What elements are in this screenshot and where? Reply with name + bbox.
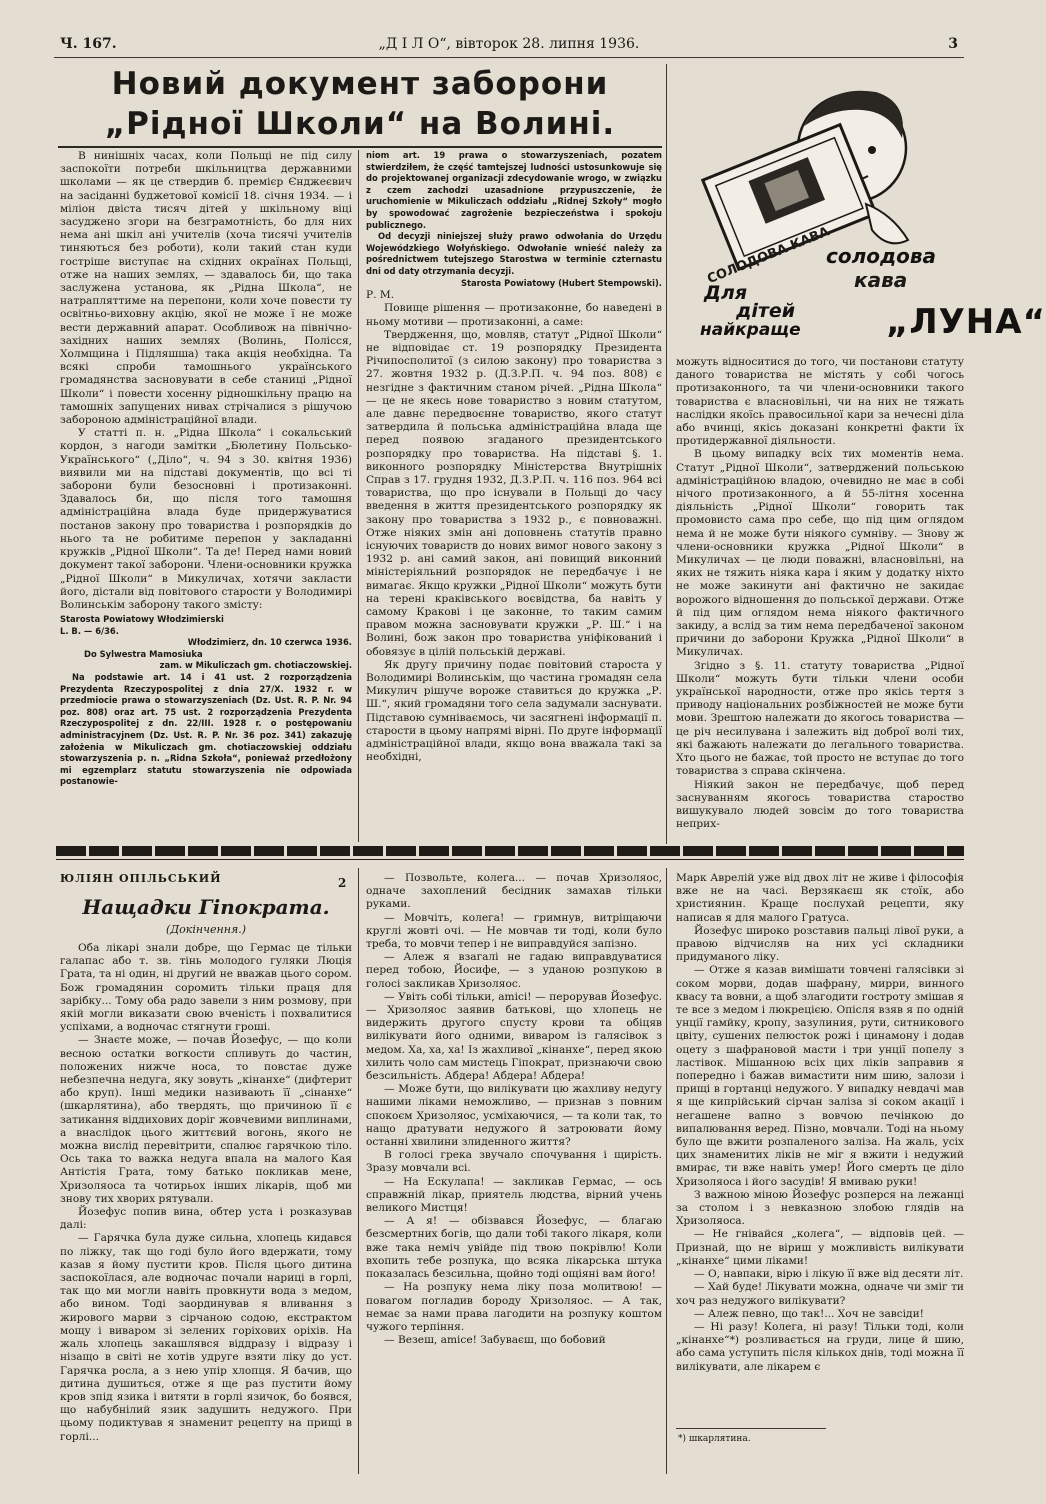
column-rule [666,64,667,844]
footnote-rule [676,1428,826,1429]
masthead-title-date: „Д І Л О“, вівторок 28. липня 1936. [378,36,640,52]
story-title: Нащадки Гіпократа. [82,895,330,919]
masthead [54,36,964,58]
story-paragraph: З важною міною Йозефус розперся на лежанці за столом і з невказною злобою глядів на Хризоляоса. [676,1188,964,1228]
article-paragraph: Згідно з §. 11. статуту товариства „Рідної Школи“ можуть бути тільки члени особи української народности, отже про якісь тертя з приводу національних розбіжностей не може бути мови. Зрештою належати до якогось товариства — це річ несилувана і залежить від доброї волі тих, які бажають належати до легального товариства. Хто цього не бажає, той просто не вступає до того товариства з справа скінчена. [676,659,964,778]
story-paragraph: — Увіть собі тільки, amici! — перорував Йозефус. — Хризоляос заявив батькові, що хлопець не видержить другого спусту крови та обіцяв вилікувати його одними, виваром із галясівок з медом. Ха, ха, ха! Із жахливої „кінанхе“, перед якою хилить чоло сам мистець Гіпократ, признаючи свою безсильність. Абдера! Абдера! Абдера! [366,990,662,1083]
issue-number: Ч. 167. [60,36,117,52]
article-paragraph: Як другу причину подає повітовий староста у Володимирі Волинськім, що частина громадян села Микулич рішуче вороже ставиться до кружка „Р. Ш.“, який громадяни того села задумали заснувати. Підставою сумніваємось, чи засягнені інформації п. старости в цьому напрямі вірні. По друге інформації адміністраційної влади, якщо вона вважала такі за необхідні, [366,658,662,764]
story-column-1 [60,872,352,1472]
ban-letter-address: zam. w Mikuliczach gm. chotiaczowskiej. [159,660,352,671]
story-paragraph: — Везеш, amice! Забуваєш, що бобовий [384,1334,606,1347]
luna-coffee-advertisement [676,64,1046,342]
ad-brand-name: „ЛУНА“ [886,302,1046,342]
headline-line-2: „Рідної Школи“ на Волині. [104,106,616,142]
column-rule [358,150,359,842]
ban-letter-addressee: Do Sylwestra Mamosiuka [84,648,203,659]
ban-letter-body-cont: niom art. 19 prawa o stowarzyszeniach, pozatem stwierdziłem, że część tamtejszej ludności ustosunkowuje się do projektowanej organizacji zdecydowanie wrogo, w związku z czem zachodzi uzasadnione przypuszczenie, że uruchomienie w Mikuliczach oddziału „Ridnej Szkoły“ mogło by spowodować zagrożenie bezpieczeństwa i spokoju publicznego. [366,150,662,230]
footnote: *) шкарлятина. [678,1434,751,1444]
story-paragraph: — Хай буде! Лікувати можна, одначе чи зміг ти хоч раз недужого вилікувати? [676,1281,964,1307]
ad-text-coffee: кава [854,268,908,292]
page-number: 3 [948,36,958,52]
story-paragraph: — Отже я казав вимішати товчені галясівки зі соком морви, додав шафрану, мирри, винного квасу та вовни, а щоб злагодити гостроту змішав я те все з медом і люкрецією. Опісля взяв я по одній унції гамйку, кропу, зазулиния, рути, ситникового цвіту, сушених пелюсток рожі і цинамону і додав оцету з шафрановой масти і три унції попелу з ластівок. Мішанною всіх цих ліків заправив я попередно і бажав вимастити ним шию, залози і прищі в гортанці недужого. У випадку невдачі мав я ще кипрійський сірчан заліза зі соком акації і негашене вапно з вовчою печінкою до випалювання веред. Пізно, мовчали. Тоді на ньому було ще вжити розпаленого заліза. На жаль, усіх цих знаменитих ліків не міг я вжити і недужий вмирає, ти вже навіть умер! Його смерть це діло Хризоляоса і його засудів! Я вмиваю руки! [676,964,964,1188]
story-paragraph: — Може бути, що вилікувати цю жахливу недугу нашими ліками неможливо, — признав з повним спокоєм Хризоляос, усміхаючися, — та коли так, то нащо дратувати недужого й затроювати йому останні хвилини злиденного життя? [366,1083,662,1149]
ad-text-best: найкраще [700,320,801,340]
story-paragraph: — Алеж я взагалі не гадаю виправдуватися перед тобою, Йосифе, — з уданою розпукою в голосі закликав Хризоляос. [366,951,662,990]
story-paragraph: — На розпуку нема ліку поза молитвою! — повагом погладив бороду Хризоляос. — А так, немає за нами права лагодити на розпуку коштом чужого терпіння. [366,1281,662,1333]
story-paragraph: — Алеж певно, що так!... Хоч не завсіди! [694,1307,924,1320]
article-paragraph: В цьому випадку всіх тих моментів нема. Статут „Рідної Школи“, затверджений польською адміністраційною владою, очевидно не має в собі нічого протизаконного, а й 55-літня хосенна діяльність „Рідної Школи“ говорить так промовисто сама про себе, що під цим оглядом нема й не може бути ніякого сумніву. — Знову ж члени-основники кружка „Рідної Школи“ в Микуличах — це люди поважні, власновільні, на яких не тяжить ніяка кара і яким у додатку ніхто не може закинути ані фактично не закидає ворожого відношення до польської держави. Отже й під цим оглядом нема ніякого фактичного закиду, а вслід за тим нема передбаченої законом причини до заборони Кружка „Рідної Школи“ в Микуличах. [676,448,964,659]
story-author: ЮЛІЯН ОПІЛЬСЬКИЙ [60,872,222,885]
ban-letter-ref: L. B. — 6/36. [60,625,119,636]
story-column-2 [366,872,662,1472]
article-column-2 [366,150,662,844]
story-paragraph: — Ні разу! Колега, ні разу! Тільки тоді, коли „кінанхе“*) розливається на груди, лице й шию, або сама уступить після кількох днів, тоді можна її вилікувати, але лікарем є [676,1320,964,1373]
story-paragraph: — Не гнівайся „колега“, — відповів цей. — Признай, що не віриш у можливість вилікувати „кінанхе“ цими ліками! [676,1228,964,1267]
section-separator-line [56,859,964,860]
story-paragraph: Йозефус широко розставив пальці лівої руки, а правою відчисляв на них усі складники придуманого ліку. [676,924,964,964]
headline-line-1: Новий документ заборони [111,66,609,102]
ban-letter-body: Na podstawie art. 14 i 41 ust. 2 rozporządzenia Prezydenta Rzeczypospolitej z dnia 27/X. 1932 r. w przedmiocie prawa o stowarzyszeniach (Dz. Ust. R. P. Nr. 94 poz. 808) oraz art. 75 ust. 2 rozporządzenia Prezydenta Rzeczypospolitej z dn. 22/III. 1928 r. o postępowaniu administracyjnem (Dz. Ust. R. P. Nr. 36 poz. 341) zakazuję założenia w Mikuliczach gm. chotiaczowskiej oddziału stowarzyszenia p. n. „Ridna Szkoła“, ponieważ przedłożony mi egzemplarz statutu stowarzyszenia nie odpowiada postanowie- [60,672,352,787]
story-paragraph: — Позвольте, колега... — почав Хризоляос, одначе захоплений бесідник замахав тільки руками. [366,872,662,911]
column-rule [666,868,667,1474]
story-episode-number: 2 [338,876,347,890]
article-paragraph: Повище рішення — протизаконне, бо наведені в ньому мотиви — протизаконні, а саме: [366,302,662,328]
section-separator [56,846,964,856]
story-column-3 [676,872,964,1424]
story-subtitle: (Докінчення.) [165,923,247,936]
story-paragraph: — Гарячка була дуже сильна, хлопець кидався по ліжку, так що годі було його вдержати, тому казав я йому пустити кров. Після цього дитина заспокоїлася, але водночас почали нариці в горлі, так що ми могли навіть провкнути вода з медом, або вином. Тоді заординував я вливання з жирового марви з сірчаною содою, екстрактом мощу і виваром зі зелених горіхових оріхів. На жаль хлопець закашлявся віддразу і відразу і нізащо в світі не хотів удруге взяти ліку до уст. Гарячка росла, а з нею упір хлопця. Я бачив, що дитина душиться, отже я ще раз пустити йому кров зпід язика і витяти в горлі язичок, бо боявся, що набубнілий язик задушить недужого. При цьому подиктував я знаменит рецепту на прищі в горлі... [60,1232,352,1443]
ad-text-for: Для [704,282,748,304]
story-paragraph: Оба лікарі знали добре, що Гермас це тільки галапас або т. зв. тінь молодого гуляки Люція Грата, та ні один, ні другий не вважав цього сором. Бож громадянин соромить тільки праця для зарібку... Тому оба радо завели з ним розмову, при якій могли виказати свою вченість і похвалитися успіхами, а водночас стягнути гроші. [60,942,352,1034]
article-initials: Р. М. [366,289,395,302]
ad-text-children: дітей [736,300,796,322]
article-paragraph: Ніякий закон не передбачує, щоб перед заснуванням якогось товариства староство вишукувало людей зовсім до того товариства неприх- [676,778,964,831]
article-paragraph: Твердження, що, мовляв, статут „Рідної Школи“ не відповідає ст. 19 розпорядку Президента Річипосполитої (з силою закону) про товариства з 27. жовтня 1932 р. (Д.З.Р.П. ч. 94 поз. 808) є незгідне з фактичним станом річей. „Рідна Школа“ — це не якесь нове товариство з новим статутом, але давнє передвоєнне товариство, якого статут затвердила й польська адміністраційна влада ще перед появою згаданого президентського розпорядку про товариства. На підставі §. 1. виконного розпорядку Міністерства Внутрішніх Справ з 17. грудня 1932, Д.З.Р.П. ч. 116 поз. 964 всі товариства, що про існували в Польщі до часу введення в життя президентського розпорядку як закону про товариства з 1932 р., є повноважні. Отже ніяких змін ані доповнень статутів правно існуючих товариств до нових вимог нового закону з 1932 р. ані самий закон, ані повищий виконний міністеріяльний розпорядок не передбачує і не вимагає. Якщо кружки „Рідної Школи“ можуть бути на терені краківського воєвідства, ба навіть у самому Кракові і це законне, то таким самим правом можна засновувати кружки „Р. Ш.“ і на Волині, бож закон про товариства уніфікований і обовязує в цілій польській державі. [366,328,662,658]
story-paragraph: Марк Аврелій уже від двох літ не живе і філософія вже не на часі. Верзякаєш як стоїк, або християнин. Краще послухай рецепти, яку написав я для малого Гратуса. [676,872,964,924]
article-column-1 [60,150,352,844]
box-label: СОЛОДОВА КАВА [705,224,832,288]
article-paragraph: У статті п. н. „Рідна Школа“ і сокальський кордон, з нагоди замітки „Бюлетину Польсько-Українського“ („Діло“, ч. 94 з 30. квітня 1936) виявили ми на підставі документів, що всі ті заборони були безосновні і протизаконні. Здавалось би, що після того тамошня адміністраційна влада буде придержуватися постанов закону про товариства і розпорядків до нього та не робитиме перепон у закладанні кружків „Рідної Школи“. Та де! Перед нами новий документ такої заборони. Члени-основники кружка „Рідної Школи“ в Микуличах, хотячи закласти його, дістали від повітового старости у Володимирі Волинськім заборону такого змісту: [60,427,352,611]
article-headline [58,64,662,144]
article-paragraph: В нинішніх часах, коли Польщі не під силу заспокоїти потреби шкільництва державними школами — як це ствердив б. премієр Єнджеєвич на засіданні буджетової комісії 18. січня 1934. — і міліон двіста тисяч дітей у шкільному віці засуджено згори на безграмотність, бо для них нема ані шкіл ані учителів (хоча тисячі учителів тиняються без роботи), коли такий стан куди гостріше виступає на східних окраїнах Польщі, отже на наших землях, — здавалось би, що така заслужена установа, як „Рідна Школа“, не натрапляттиме на перепони, коли хоче повести ту освітньо-виховну акцію, якої не може ї не може вести державний апарат. Особливож на північно-західних наших землях (Волинь, Полісся, Холмщина і Підляшша) така акція необхідна. Та всякі спроби тамошнього українського громадянства засновувати в себе станиці „Рідної Школи“ і повести хосенну рідношкільну працю на тамошніх запущених нивах стрічалися з рішучою забороною адміністраційної влади. [60,150,352,427]
ban-letter-date: Włodzimierz, dn. 10 czerwca 1936. [187,637,352,648]
ad-text-malt: солодова [826,244,937,268]
ban-letter-sender: Starosta Powiatowy Włodzimierski [60,614,224,625]
story-paragraph: — Знаєте може, — почав Йозефус, — що коли весною остатки вогкости спливуть до частин, положених нижче носа, то повстає дуже небезпечна недуга, яку зовуть „кінанхе“ (дифтерит або круп). Інші медики називають її „сінанхе“ (шкарлятина), або твердять, що причиною її є затикання віддихових доріг жовчевими виплинами, а внаслідок цього життєвий вогонь, якого не можна вислід перевітрити, спалює гарячкою тіло. Ось така то важка недуга впала на малого Кая Антістія Грата, тому батько покликав мене, Хризоляоса та чотирьох інших лікарів, щоб ми знову тих хворих рятували. [60,1034,352,1205]
story-paragraph: В голосі грека звучало спочування і щирість. Зразу мовчали всі. [366,1149,662,1175]
column-rule [358,868,359,1474]
article-column-3 [676,356,964,844]
story-paragraph: — На Ескулапа! — закликав Гермас, — ось справжній лікар, приятель людства, вірний учень великого Мистця! [366,1175,662,1215]
story-paragraph: — Мовчіть, колега! — гримнув, витріщаючи круглі жовті очі. — Не мовчав ти тоді, коли було треба, то мовчи тепер і не виправдуйся запізно. [366,911,662,951]
story-paragraph: Йозефус попив вина, обтер уста і розказував далі: [60,1206,352,1232]
ban-letter-appeal: Od decyzji niniejszej służy prawo odwołania do Urzędu Wojewódzkiego Wołyńskiego. Odwołanie wnieść należy za pośrednictwem tutejszego Starostwa w terminie czternastu dni od daty otrzymania decyzji. [366,231,662,276]
story-paragraph: — О, навпаки, вірю і лікую її вже від десяти літ. [694,1268,964,1281]
ban-letter-signature: Starosta Powiatowy (Hubert Stempowski). [460,277,662,288]
headline-rule [58,146,662,148]
article-paragraph: можуть відноситися до того, чи постанови статуту даного товариства не містять у собі чогось протизаконного, та чи члени-основники такого товариства є влаcновільні, чи на них не тяжать наслідки якоїсь правосильної кари за нечесні діла або вчинці, якісь доказані конкретні факти їх протидержавної діяльности. [676,356,964,448]
story-paragraph: — А я! — обізвався Йозефус, — благаю безсмертних богів, що дали тобі такого лікаря, коли вже така неміч увійде під твою покрівлю! Коли вхопить тебе розпука, що всяка лікарська штука показалась безсильна, щойно тоді ощіяні вам його! [366,1215,662,1281]
